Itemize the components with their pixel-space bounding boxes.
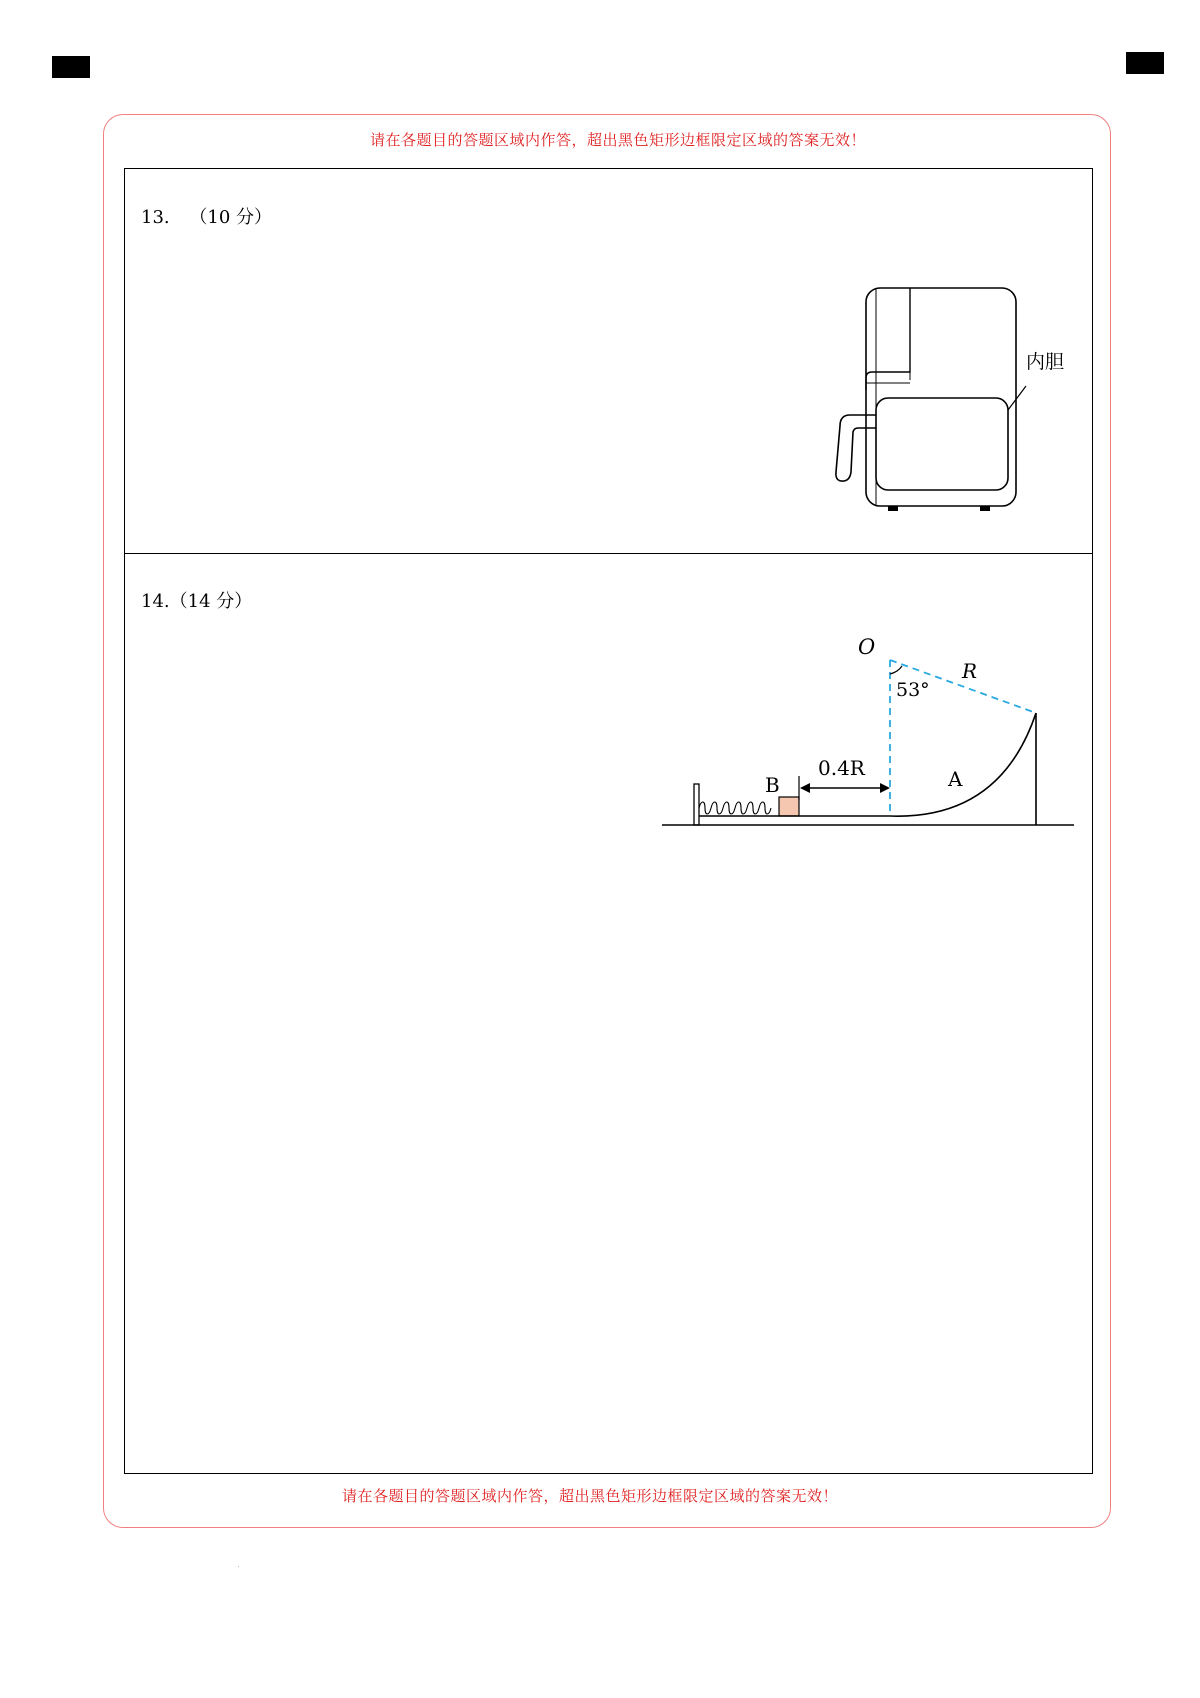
angle-arc (890, 666, 902, 674)
center-o-label: O (858, 635, 876, 659)
radius-r-label: R (962, 659, 978, 683)
registration-mark-right (1126, 52, 1164, 74)
inner-pot-label: 内胆 (1026, 351, 1065, 373)
instruction-bottom: 请在各题目的答题区域内作答，超出黑色矩形边框限定区域的答案无效！ (342, 1487, 839, 1505)
question-14-points: （14 分） (169, 591, 253, 612)
fryer-lid (866, 288, 910, 390)
question-13-points: （10 分） (189, 207, 273, 228)
air-fryer-figure (820, 280, 1080, 520)
inner-pot-leader-line (1008, 386, 1026, 410)
question-13-number: 13. (141, 207, 170, 228)
fryer-handle (836, 415, 876, 481)
distance-arrowhead-left (800, 783, 810, 793)
block-b (779, 797, 799, 816)
fryer-inner-pot (876, 398, 1008, 490)
question-13-label (141, 203, 272, 229)
distance-arrowhead-right (880, 783, 890, 793)
page-speck (238, 1566, 239, 1567)
question-14-label (141, 587, 252, 613)
fryer-body (866, 288, 1016, 506)
instruction-top: 请在各题目的答题区域内作答，超出黑色矩形边框限定区域的答案无效！ (370, 131, 867, 149)
question-14-number: 14. (141, 591, 170, 612)
angle-label: 53° (896, 679, 930, 701)
block-b-label: B (765, 773, 780, 797)
ramp-spring-figure (660, 630, 1080, 830)
distance-label: 0.4R (818, 756, 865, 780)
platform-a-label: A (948, 767, 963, 791)
registration-mark-left (52, 56, 90, 78)
left-wall (694, 784, 699, 825)
fryer-foot-right (980, 506, 990, 511)
question-divider (124, 553, 1093, 554)
spring (699, 802, 771, 814)
platform-a-curve (890, 713, 1036, 816)
fryer-foot-left (888, 506, 898, 511)
